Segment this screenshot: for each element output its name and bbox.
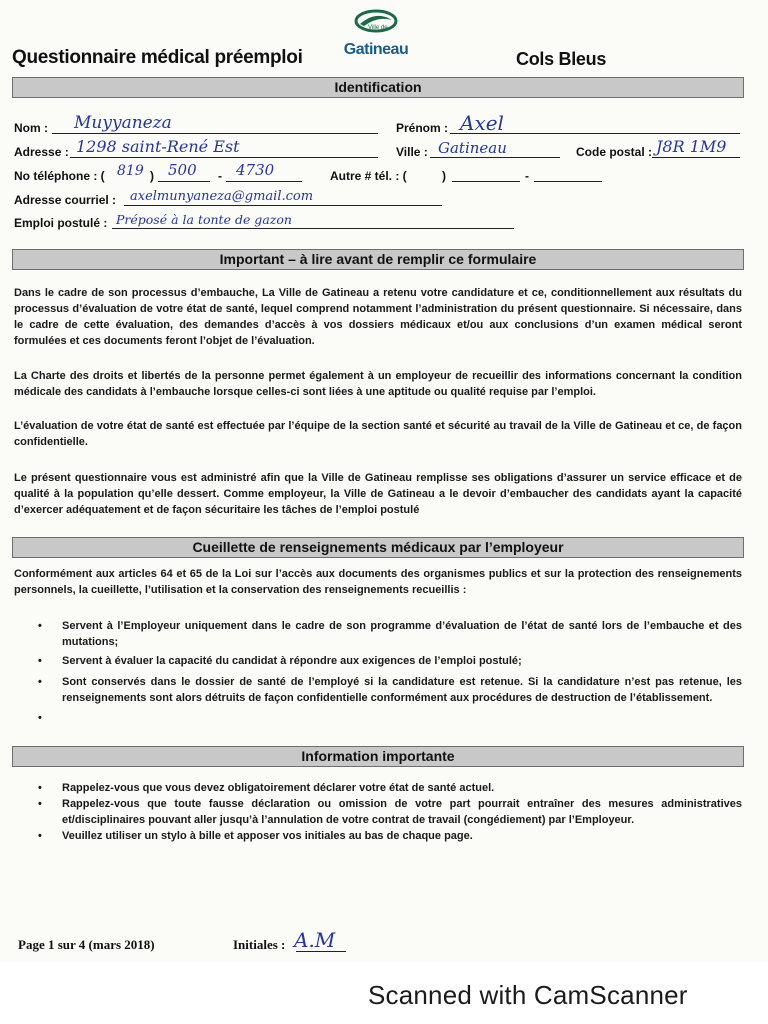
code-postal-line [652, 157, 740, 158]
document-title: Questionnaire médical préemploi [12, 47, 303, 68]
bullet-icon: • [38, 620, 42, 632]
paragraph-obligations: Le présent questionnaire vous est administré afin que la Ville de Gatineau remplisse ses obligations d’assurer un service efficace et de qualité à la population qu’elle dessert. Comme employeur, la Ville de Gatineau a le devoir d’embaucher des candidats ayant la capacité d’exercer adéquatement et de façon sécuritaire les tâches de l’emploi postulé [14, 472, 742, 516]
logo-gatineau-text: Gatineau [343, 41, 409, 58]
autre-tel-dash: - [525, 169, 529, 183]
paragraph-processus: Dans le cadre de son processus d’embauche, La Ville de Gatineau a retenu votre candidature et ce, conditionnellement aux résultats du processus d’évaluation de votre état de santé, lequel comprend notamment l’administration du présent questionnaire. Si nécessaire, dans le cadre de cette évaluation, des demandes d’accès à vos dossiers médicaux et/ou aux conclusions d’un examen médical seront formulées et ces documents feront l’objet de l’évaluation. [14, 287, 742, 347]
list-item-text: Servent à évaluer la capacité du candidat à répondre aux exigences de l’emploi postulé; [62, 655, 522, 667]
cueillette-bullet-list [38, 618, 742, 726]
page-number: Page 1 sur 4 (mars 2018) [18, 937, 155, 952]
prenom-label: Prénom : [396, 121, 449, 135]
section-cueillette: Cueillette de renseignements médicaux par l’employeur [12, 537, 744, 558]
nom-line [52, 133, 378, 134]
adresse-label: Adresse : [14, 145, 69, 159]
list-item [38, 828, 742, 844]
code-postal-field[interactable]: J8R 1M9 [656, 137, 727, 156]
emploi-field[interactable]: Préposé à la tonte de gazon [116, 212, 292, 227]
courriel-field[interactable]: axelmunyaneza@gmail.com [130, 189, 314, 204]
autre-tel-close-paren: ) [442, 169, 446, 183]
courriel-line [124, 205, 442, 206]
bullet-icon: • [38, 655, 42, 667]
list-item-text: Sont conservés dans le dossier de santé de l’employé si la candidature est retenue. Si la candidature n’est pas retenue, les renseignements sont alors détruits de façon confidentielle conformément aux procédures de destruction de l’établissement. [62, 676, 742, 704]
paragraph-charte: La Charte des droits et libertés de la personne permet également à un employeur de recueillir des informations concernant la condition médicale des candidats à l’embauche lorsque celles-ci sont liées à une aptitude ou qualité requise par l’emploi. [14, 370, 742, 398]
telephone-end-line [226, 181, 302, 182]
adresse-line [70, 157, 378, 158]
bullet-icon: • [38, 782, 42, 794]
telephone-dash: - [218, 169, 222, 183]
list-item [38, 780, 742, 796]
gatineau-logo [336, 8, 416, 58]
courriel-label: Adresse courriel : [14, 193, 117, 207]
telephone-area-field[interactable]: 819 [117, 163, 144, 179]
telephone-end-field[interactable]: 4730 [236, 161, 275, 179]
list-item [38, 796, 742, 828]
list-item [38, 674, 742, 706]
list-item-text: Servent à l’Employeur uniquement dans le cadre de son programme d’évaluation de l’état de santé lors de l’embauche et des mutations; [62, 620, 742, 648]
logo-ville-text: Ville de [368, 25, 388, 31]
autre-tel-label: Autre # tél. : ( [330, 169, 407, 183]
initiales-label: Initiales : [233, 937, 286, 952]
autre-tel-end-field[interactable] [534, 181, 602, 182]
document-category: Cols Bleus [516, 49, 607, 69]
list-item [38, 710, 742, 726]
info-bullet-list [38, 780, 742, 844]
nom-label: Nom : [14, 121, 48, 135]
list-item-text: Rappelez-vous que vous devez obligatoirement déclarer votre état de santé actuel. [62, 782, 495, 794]
telephone-label: No téléphone : ( [14, 169, 105, 183]
emploi-line [112, 228, 514, 229]
section-important: Important – à lire avant de remplir ce formulaire [12, 249, 744, 270]
camscanner-watermark: Scanned with CamScanner [368, 980, 688, 1010]
section-information: Information importante [12, 746, 744, 767]
bullet-icon: • [38, 830, 42, 842]
bullet-icon: • [38, 676, 42, 688]
nom-field[interactable]: Muyyaneza [74, 113, 172, 133]
emploi-label: Emploi postulé : [14, 216, 108, 230]
ville-line [430, 157, 560, 158]
ville-field[interactable]: Gatineau [438, 139, 507, 157]
telephone-mid-line [158, 181, 210, 182]
list-item-text: Veuillez utiliser un stylo à bille et apposer vos initiales au bas de chaque page. [62, 830, 473, 842]
telephone-mid-field[interactable]: 500 [168, 161, 197, 179]
initiales-field[interactable]: A.M [294, 928, 336, 952]
adresse-field[interactable]: 1298 saint-René Est [76, 137, 240, 156]
code-postal-label: Code postal : [576, 145, 653, 159]
list-item [38, 618, 742, 650]
list-item [38, 653, 742, 669]
paragraph-cueillette-intro: Conformément aux articles 64 et 65 de la Loi sur l’accès aux documents des organismes publics et sur la protection des renseignements personnels, la cueillette, l’utilisation et la conservation des renseignements recueillis : [14, 568, 742, 596]
bullet-icon: • [38, 712, 42, 724]
prenom-field[interactable]: Axel [460, 111, 504, 135]
telephone-close-paren: ) [150, 169, 154, 183]
bullet-icon: • [38, 798, 42, 810]
autre-tel-mid-field[interactable] [452, 181, 520, 182]
section-identification: Identification [12, 77, 744, 98]
ville-label: Ville : [396, 145, 428, 159]
list-item-text: Rappelez-vous que toute fausse déclaration ou omission de votre part pourrait entraîner des mesures administratives et/disciplinaires pouvant aller jusqu’à l’annulation de votre contrat de travail (congédiement) par l’Employeur. [62, 798, 742, 826]
paragraph-evaluation: L’évaluation de votre état de santé est effectuée par l’équipe de la section santé et sécurité au travail de la Ville de Gatineau et ce, de façon confidentielle. [14, 420, 742, 448]
